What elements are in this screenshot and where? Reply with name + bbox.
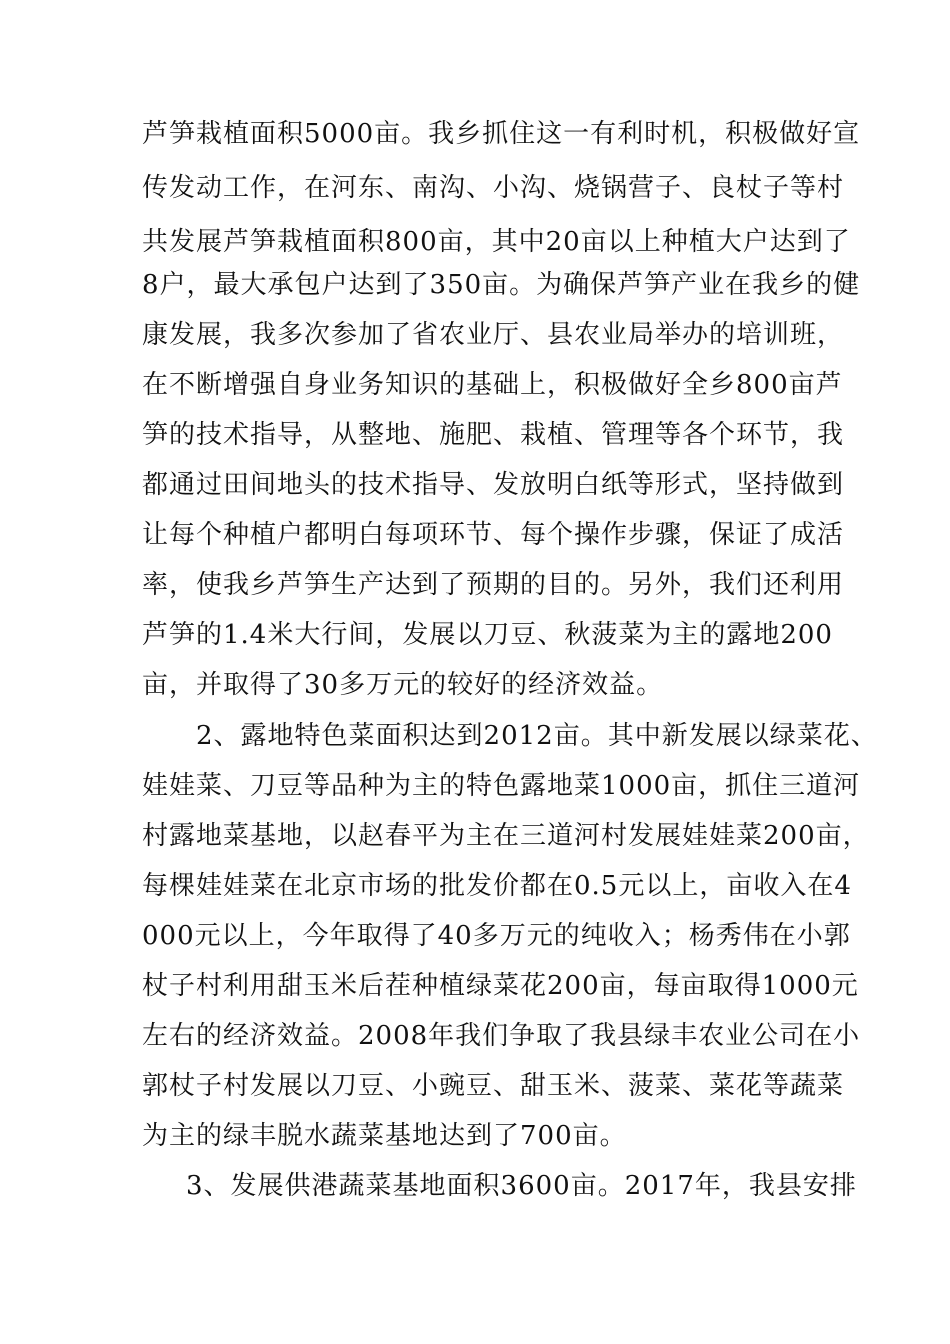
- paragraph-line: 共发展芦笋栽植面积800亩，其中20亩以上种植大户达到了: [142, 227, 851, 257]
- paragraph-line: 左右的经济效益。2008年我们争取了我县绿丰农业公司在小: [142, 1021, 861, 1051]
- paragraph-line: 娃娃菜、刀豆等品种为主的特色露地菜1000亩，抓住三道河: [142, 771, 861, 801]
- paragraph-line: 传发动工作，在河东、南沟、小沟、烧锅营子、良杖子等村: [142, 173, 845, 203]
- paragraph-line: 康发展，我多次参加了省农业厅、县农业局举办的培训班，: [142, 320, 845, 350]
- paragraph-line: 在不断增强自身业务知识的基础上，积极做好全乡800亩芦: [142, 370, 843, 400]
- paragraph-line: 8户，最大承包户达到了350亩。为确保芦笋产业在我乡的健: [142, 270, 861, 300]
- paragraph-line: 芦笋栽植面积5000亩。我乡抓住这一有利时机，积极做好宣: [142, 119, 861, 149]
- paragraph-line: 杖子村利用甜玉米后茬种植绿菜花200亩，每亩取得1000元: [142, 971, 859, 1001]
- paragraph-line: 率，使我乡芦笋生产达到了预期的目的。另外，我们还利用: [142, 570, 845, 600]
- paragraph-line: 芦笋的1.4米大行间，发展以刀豆、秋菠菜为主的露地200: [142, 620, 833, 650]
- paragraph-line: 每棵娃娃菜在北京市场的批发价都在0.5元以上，亩收入在4: [142, 871, 852, 901]
- paragraph-line: 000元以上，今年取得了40多万元的纯收入；杨秀伟在小郭: [142, 921, 851, 951]
- paragraph-line: 笋的技术指导，从整地、施肥、栽植、管理等各个环节，我: [142, 420, 845, 450]
- paragraph-line: 让每个种植户都明白每项环节、每个操作步骤，保证了成活: [142, 520, 845, 550]
- paragraph-line: 为主的绿丰脱水蔬菜基地达到了700亩。: [142, 1121, 627, 1151]
- paragraph-line: 都通过田间地头的技术指导、发放明白纸等形式，坚持做到: [142, 470, 845, 500]
- paragraph-line: 2、露地特色菜面积达到2012亩。其中新发展以绿菜花、: [196, 721, 878, 751]
- paragraph-line: 亩，并取得了30多万元的较好的经济效益。: [142, 670, 664, 700]
- paragraph-line: 郭杖子村发展以刀豆、小豌豆、甜玉米、菠菜、菜花等蔬菜: [142, 1071, 845, 1101]
- paragraph-line: 3、发展供港蔬菜基地面积3600亩。2017年，我县安排: [186, 1171, 857, 1201]
- paragraph-line: 村露地菜基地，以赵春平为主在三道河村发展娃娃菜200亩，: [142, 821, 870, 851]
